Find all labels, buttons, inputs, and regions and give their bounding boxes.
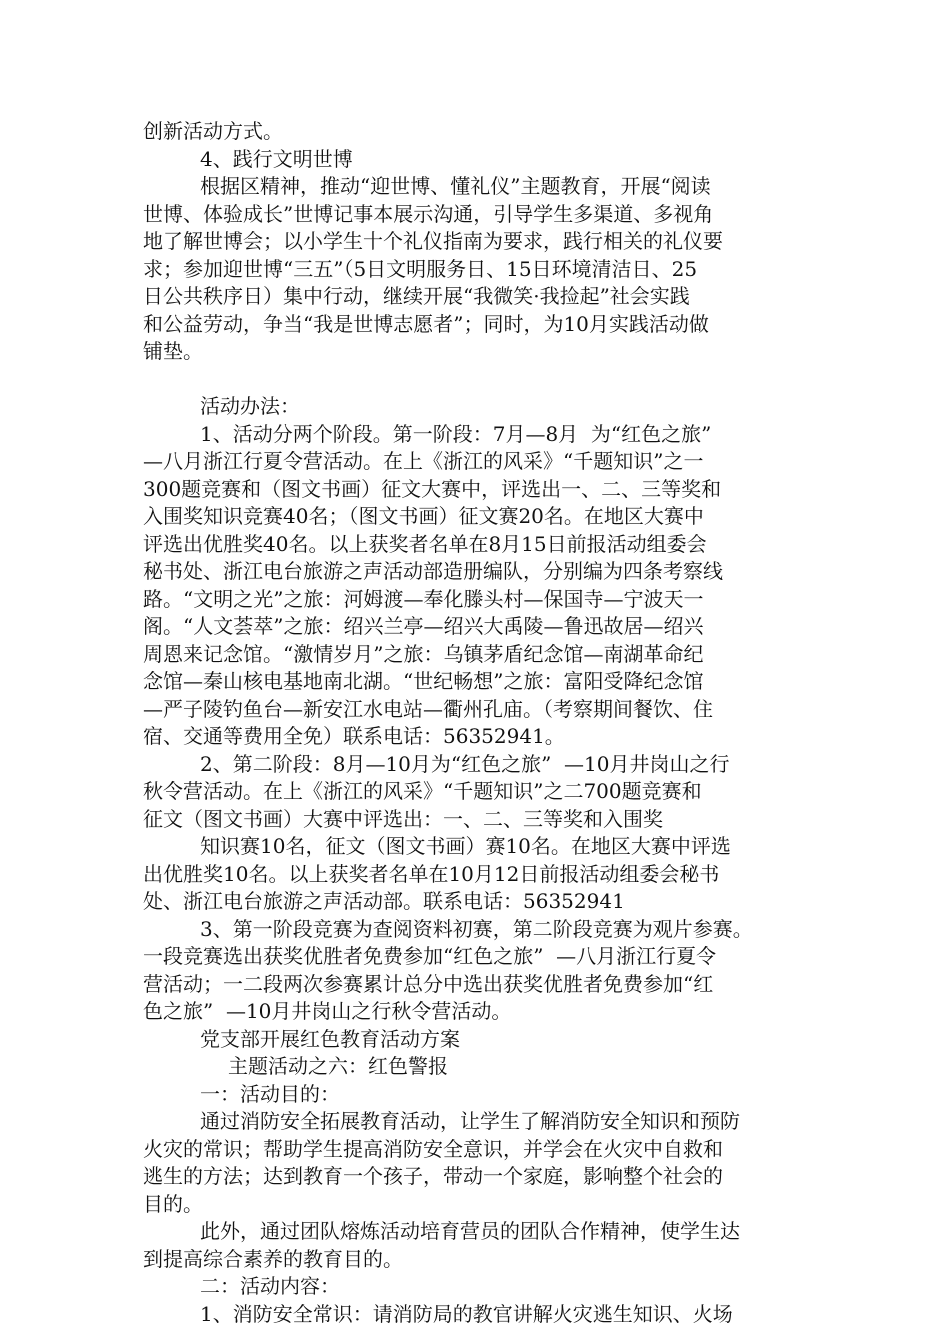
paragraph-line: 通过消防安全拓展教育活动，让学生了解消防安全知识和预防 <box>200 1109 740 1133</box>
paragraph-line: 300题竞赛和（图文书画）征文大赛中，评选出一、二、三等奖和 <box>143 476 722 501</box>
paragraph-line: 念馆—秦山核电基地南北湖。“世纪畅想”之旅：富阳受降纪念馆 <box>143 669 704 693</box>
section-heading: 二：活动内容： <box>200 1274 340 1298</box>
paragraph-line: 一段竞赛选出获奖优胜者免费参加“红色之旅” —八月浙江行夏令 <box>143 944 717 968</box>
paragraph-line: 出优胜奖10名。以上获奖者名单在10月12日前报活动组委会秘书 <box>143 861 720 886</box>
paragraph-line: 求；参加迎世博“三五”（5日文明服务日、15日环境清洁日、25 <box>143 256 698 281</box>
paragraph-line: 知识赛10名，征文（图文书画）赛10名。在地区大赛中评选 <box>200 834 731 858</box>
paragraph-line: 2、第二阶段：8月—10月为“红色之旅” —10月井岗山之行 <box>200 751 730 776</box>
paragraph-line: 铺垫。 <box>143 339 203 363</box>
paragraph-line: 阁。“人文荟萃”之旅：绍兴兰亭—绍兴大禹陵—鲁迅故居—绍兴 <box>143 614 704 638</box>
paragraph-line: 3、第一阶段竞赛为查阅资料初赛，第二阶段竞赛为观片参赛。 <box>200 916 753 941</box>
paragraph-line: 秋令营活动。在上《浙江的风采》“千题知识”之二700题竞赛和 <box>143 779 702 803</box>
paragraph-line: 根据区精神，推动“迎世博、懂礼仪”主题教育，开展“阅读 <box>200 174 711 198</box>
paragraph-line: 入围奖知识竞赛40名；（图文书画）征文赛20名。在地区大赛中 <box>143 504 704 528</box>
paragraph-line: 路。“文明之光”之旅：河姆渡—奉化滕头村—保国寺—宁波天一 <box>143 586 704 611</box>
section-heading: 4、践行文明世博 <box>200 146 353 171</box>
paragraph-line: 此外，通过团队熔炼活动培育营员的团队合作精神，使学生达 <box>200 1219 740 1243</box>
paragraph-line: 处、浙江电台旅游之声活动部。联系电话：56352941 <box>143 889 625 913</box>
activity-subtitle: 主题活动之六：红色警报 <box>228 1054 448 1078</box>
paragraph-line: 营活动；一二段两次参赛累计总分中选出获奖优胜者免费参加“红 <box>143 971 714 996</box>
paragraph-line: 周恩来记念馆。“激情岁月”之旅：乌镇茅盾纪念馆—南湖革命纪 <box>143 641 704 666</box>
section-heading: 活动办法： <box>200 394 300 418</box>
document-body <box>143 118 823 1328</box>
paragraph-line: 地了解世博会；以小学生十个礼仪指南为要求，践行相关的礼仪要 <box>143 229 723 253</box>
paragraph-line: 宿、交通等费用全免）联系电话：56352941。 <box>143 724 565 748</box>
paragraph-line: 日公共秩序日）集中行动，继续开展“我微笑·我捡起”社会实践 <box>143 284 690 308</box>
section-heading: 一：活动目的： <box>200 1081 340 1106</box>
paragraph-line: 色之旅” —10月井岗山之行秋令营活动。 <box>143 999 512 1023</box>
blank-line <box>143 366 823 394</box>
paragraph-line: 到提高综合素养的教育目的。 <box>143 1246 403 1271</box>
paragraph-line: 秘书处、浙江电台旅游之声活动部造册编队，分别编为四条考察线 <box>143 559 723 583</box>
paragraph-line: 1、消防安全常识：请消防局的教官讲解火灾逃生知识、火场 <box>200 1301 733 1326</box>
plan-title: 党支部开展红色教育活动方案 <box>200 1026 460 1051</box>
paragraph-line: —八月浙江行夏令营活动。在上《浙江的风采》“千题知识”之一 <box>143 449 704 473</box>
paragraph-line: 逃生的方法；达到教育一个孩子，带动一个家庭，影响整个社会的 <box>143 1164 723 1188</box>
paragraph-line: 世博、体验成长”世博记事本展示沟通，引导学生多渠道、多视角 <box>143 201 714 226</box>
paragraph-line: 和公益劳动，争当“我是世博志愿者”；同时，为10月实践活动做 <box>143 311 709 336</box>
paragraph-line: 目的。 <box>143 1191 203 1216</box>
paragraph-line: 评选出优胜奖40名。以上获奖者名单在8月15日前报活动组委会 <box>143 531 707 556</box>
paragraph-line: 创新活动方式。 <box>143 119 283 143</box>
paragraph-line: 1、活动分两个阶段。第一阶段：7月—8月 为“红色之旅” <box>200 421 712 446</box>
paragraph-line: 火灾的常识；帮助学生提高消防安全意识，并学会在火灾中自救和 <box>143 1136 723 1161</box>
paragraph-line: 征文（图文书画）大赛中评选出：一、二、三等奖和入围奖 <box>143 806 663 831</box>
paragraph-line: —严子陵钓鱼台—新安江水电站—衢州孔庙。（考察期间餐饮、住 <box>143 696 713 721</box>
